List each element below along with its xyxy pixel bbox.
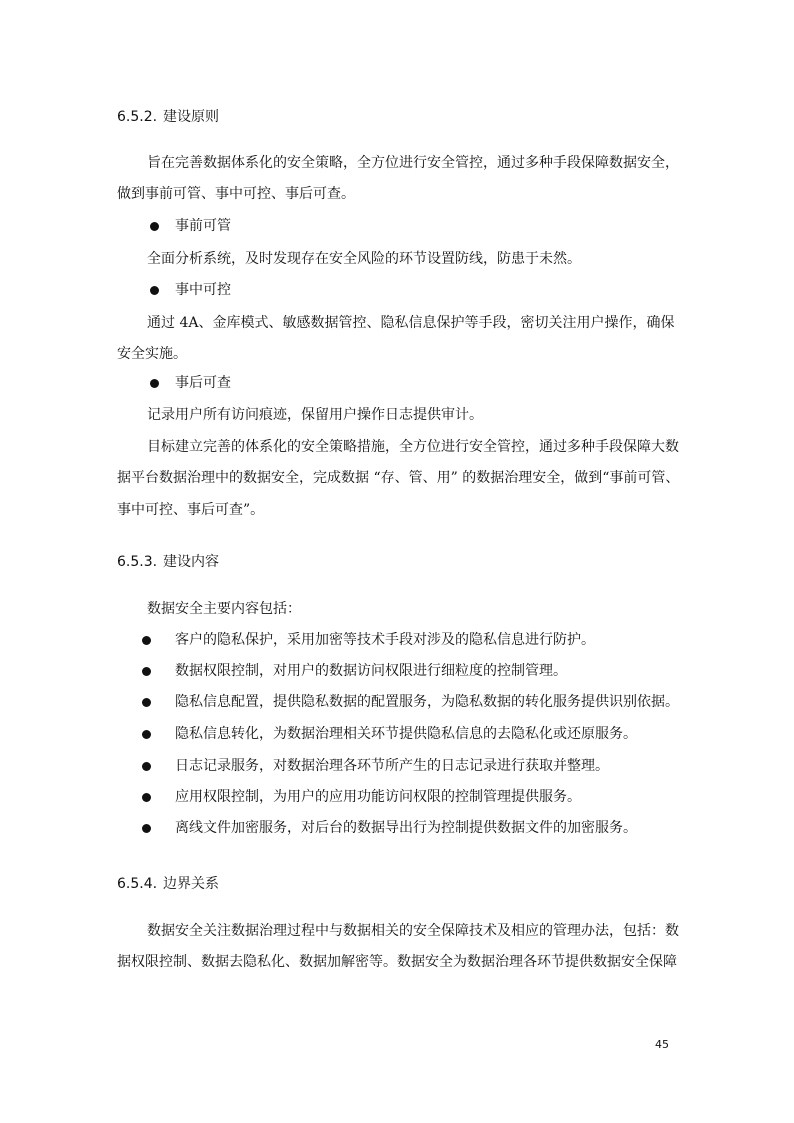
- list-item: 离线文件加密服务，对后台的数据导出行为控制提供数据文件的加密服务。: [175, 820, 637, 836]
- section-number: 6.5.3.: [117, 554, 158, 570]
- paragraph-line: 目标建立完善的体系化的安全策略措施，全方位进行安全管控，通过多种手段保障大数: [147, 439, 679, 455]
- bullet-icon: [150, 222, 159, 231]
- list-item: 应用权限控制，为用户的应用功能访问权限的控制管理提供服务。: [175, 789, 581, 805]
- bullet-icon: [142, 824, 151, 833]
- paragraph-line: 数据安全主要内容包括：: [147, 601, 301, 617]
- bullet-icon: [142, 730, 151, 739]
- bullet-description: 安全实施。: [117, 346, 187, 362]
- bullet-description: 通过 4A、金库模式、敏感数据管控、隐私信息保护等手段，密切关注用户操作，确保: [147, 315, 675, 331]
- list-item: 日志记录服务，对数据治理各环节所产生的日志记录进行获取并整理。: [175, 758, 609, 774]
- bullet-icon: [142, 762, 151, 771]
- bullet-title: 事后可查: [175, 375, 231, 391]
- bullet-icon: [142, 698, 151, 707]
- bullet-description: 全面分析系统，及时发现存在安全风险的环节设置防线，防患于未然。: [147, 251, 581, 267]
- list-item: 隐私信息转化，为数据治理相关环节提供隐私信息的去隐私化或还原服务。: [175, 726, 637, 742]
- bullet-icon: [142, 636, 151, 645]
- bullet-icon: [142, 793, 151, 802]
- paragraph-line: 旨在完善数据体系化的安全策略，全方位进行安全管控，通过多种手段保障数据安全，: [147, 155, 679, 171]
- bullet-title: 事中可控: [175, 282, 231, 298]
- paragraph-line: 数据安全关注数据治理过程中与数据相关的安全保障技术及相应的管理办法，包括：数: [147, 923, 679, 939]
- section-title: 边界关系: [163, 876, 219, 892]
- paragraph-line: 据权限控制、数据去隐私化、数据加解密等。数据安全为数据治理各环节提供数据安全保障: [117, 954, 677, 970]
- section-heading-6-5-2: [117, 106, 219, 126]
- section-heading-6-5-3: [117, 551, 219, 571]
- section-number: 6.5.4.: [117, 876, 158, 892]
- list-item: 客户的隐私保护，采用加密等技术手段对涉及的隐私信息进行防护。: [175, 632, 595, 648]
- paragraph-line: 事中可控、事后可查”。: [117, 502, 265, 518]
- list-item: 隐私信息配置，提供隐私数据的配置服务，为隐私数据的转化服务提供识别依据。: [175, 694, 679, 710]
- bullet-icon: [150, 286, 159, 295]
- bullet-title: 事前可管: [175, 218, 231, 234]
- bullet-icon: [142, 667, 151, 676]
- bullet-description: 记录用户所有访问痕迹，保留用户操作日志提供审计。: [147, 407, 483, 423]
- section-number: 6.5.2.: [117, 109, 158, 125]
- section-title: 建设原则: [163, 109, 219, 125]
- section-heading-6-5-4: [117, 873, 219, 893]
- list-item: 数据权限控制，对用户的数据访问权限进行细粒度的控制管理。: [175, 663, 567, 679]
- paragraph-line: 做到事前可管、事中可控、事后可查。: [117, 186, 355, 202]
- bullet-icon: [150, 379, 159, 388]
- page-number: 45: [655, 1038, 669, 1051]
- section-title: 建设内容: [163, 554, 219, 570]
- paragraph-line: 据平台数据治理中的数据安全，完成数据 “存、管、用” 的数据治理安全，做到“事前可管、: [117, 470, 680, 486]
